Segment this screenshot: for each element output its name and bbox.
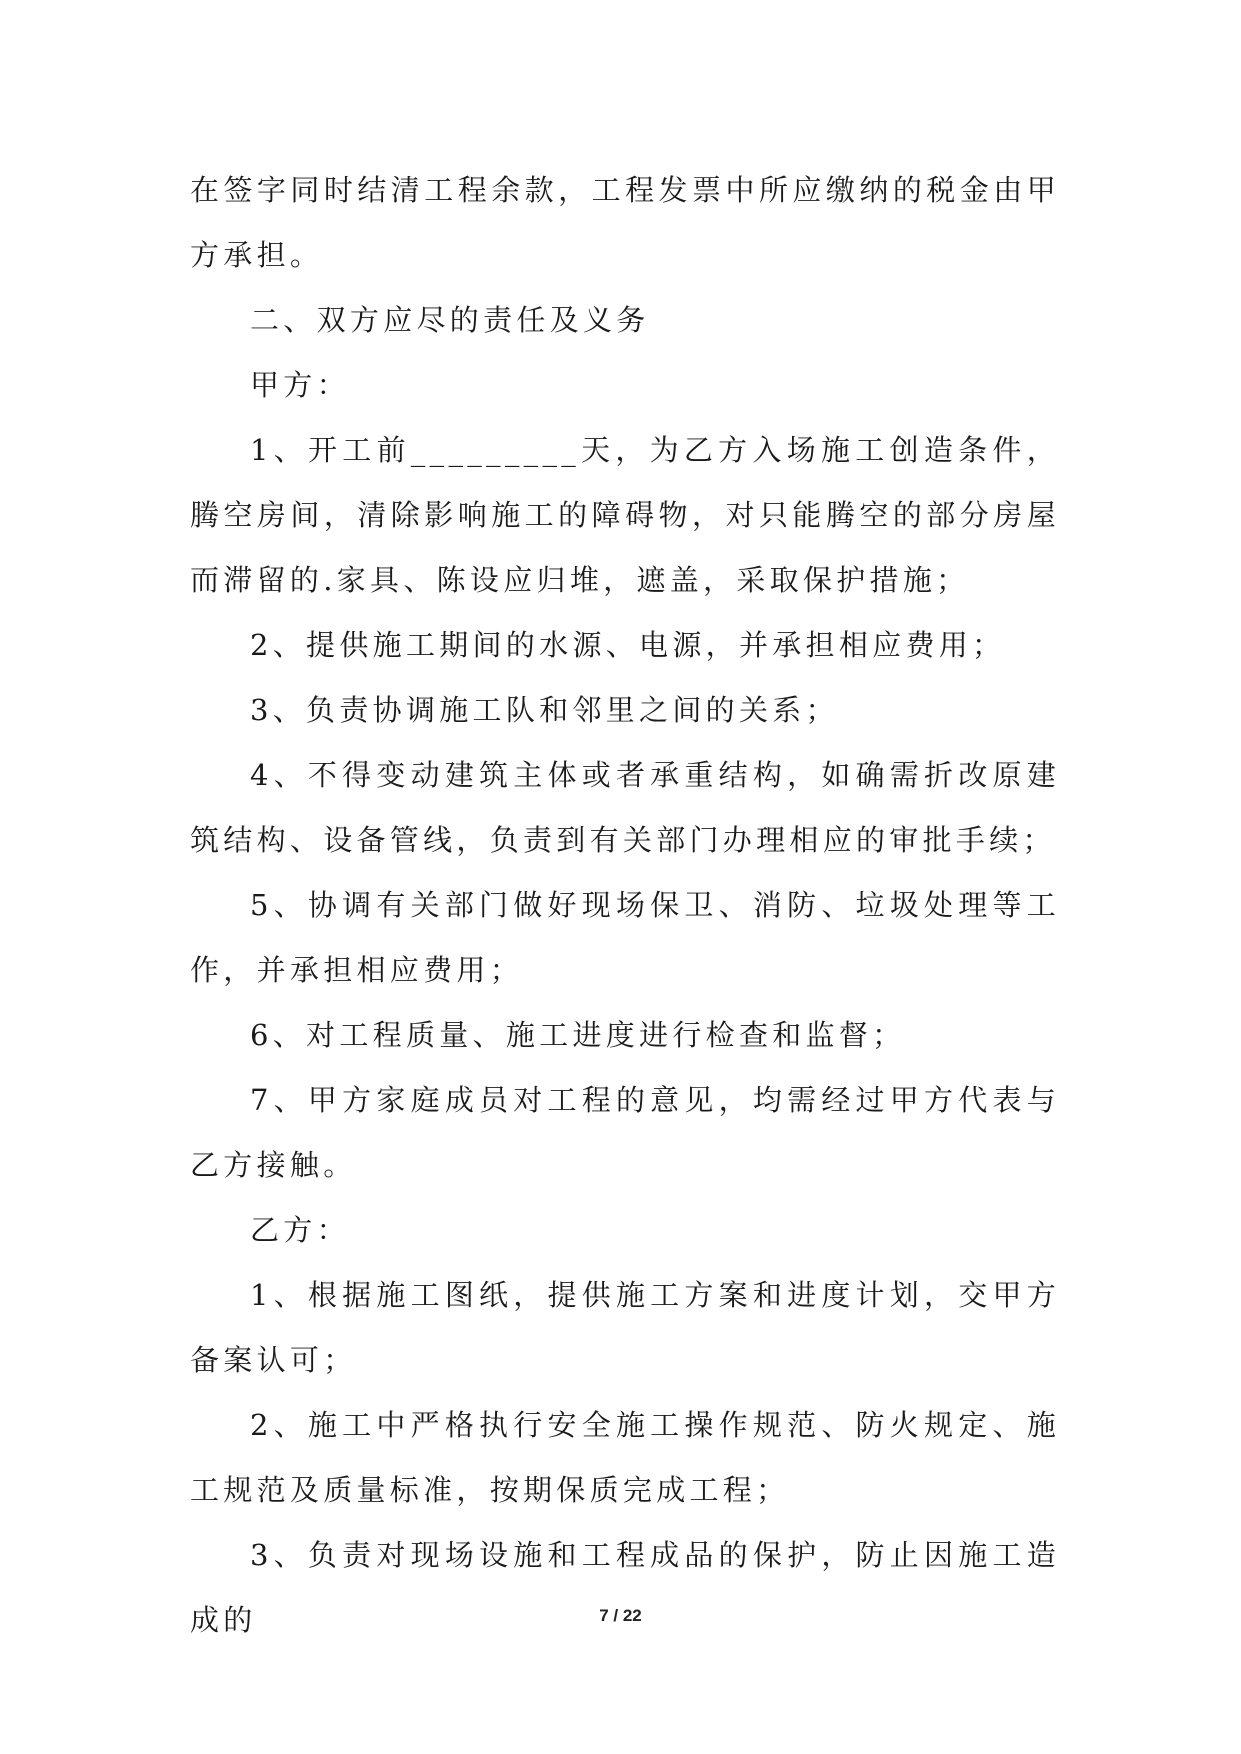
list-item: 1、开工前_________天，为乙方入场施工创造条件，腾空房间，清除影响施工的障碍物，对只能腾空的部分房屋而滞留的.家具、陈设应归堆，遮盖，采取保护措施；	[190, 433, 1060, 597]
list-item: 3、负责协调施工队和邻里之间的关系；	[250, 693, 839, 727]
list-item: 2、施工中严格执行安全施工操作规范、防火规定、施工规范及质量标准，按期保质完成工程；	[190, 1408, 1060, 1507]
list-item: 5、协调有关部门做好现场保卫、消防、垃圾处理等工作，并承担相应费用；	[190, 888, 1060, 987]
party-a-heading: 甲方：	[250, 368, 350, 402]
list-item: 7、甲方家庭成员对工程的意见，均需经过甲方代表与乙方接触。	[190, 1083, 1060, 1182]
party-b-heading: 乙方：	[250, 1213, 350, 1247]
page-number: 7 / 22	[599, 1606, 642, 1625]
section-heading: 二、双方应尽的责任及义务	[250, 303, 650, 337]
document-body	[190, 158, 1060, 1653]
list-item: 3、负责对现场设施和工程成品的保护，防止因施工造成的	[190, 1538, 1060, 1637]
list-item: 6、对工程质量、施工进度进行检查和监督；	[250, 1018, 906, 1052]
list-item: 1、根据施工图纸，提供施工方案和进度计划，交甲方备案认可；	[190, 1278, 1060, 1377]
paragraph: 在签字同时结清工程余款，工程发票中所应缴纳的税金由甲方承担。	[190, 173, 1060, 272]
list-item: 4、不得变动建筑主体或者承重结构，如确需折改原建筑结构、设备管线，负责到有关部门办理相应的审批手续；	[190, 758, 1060, 857]
list-item: 2、提供施工期间的水源、电源，并承担相应费用；	[250, 628, 1006, 662]
